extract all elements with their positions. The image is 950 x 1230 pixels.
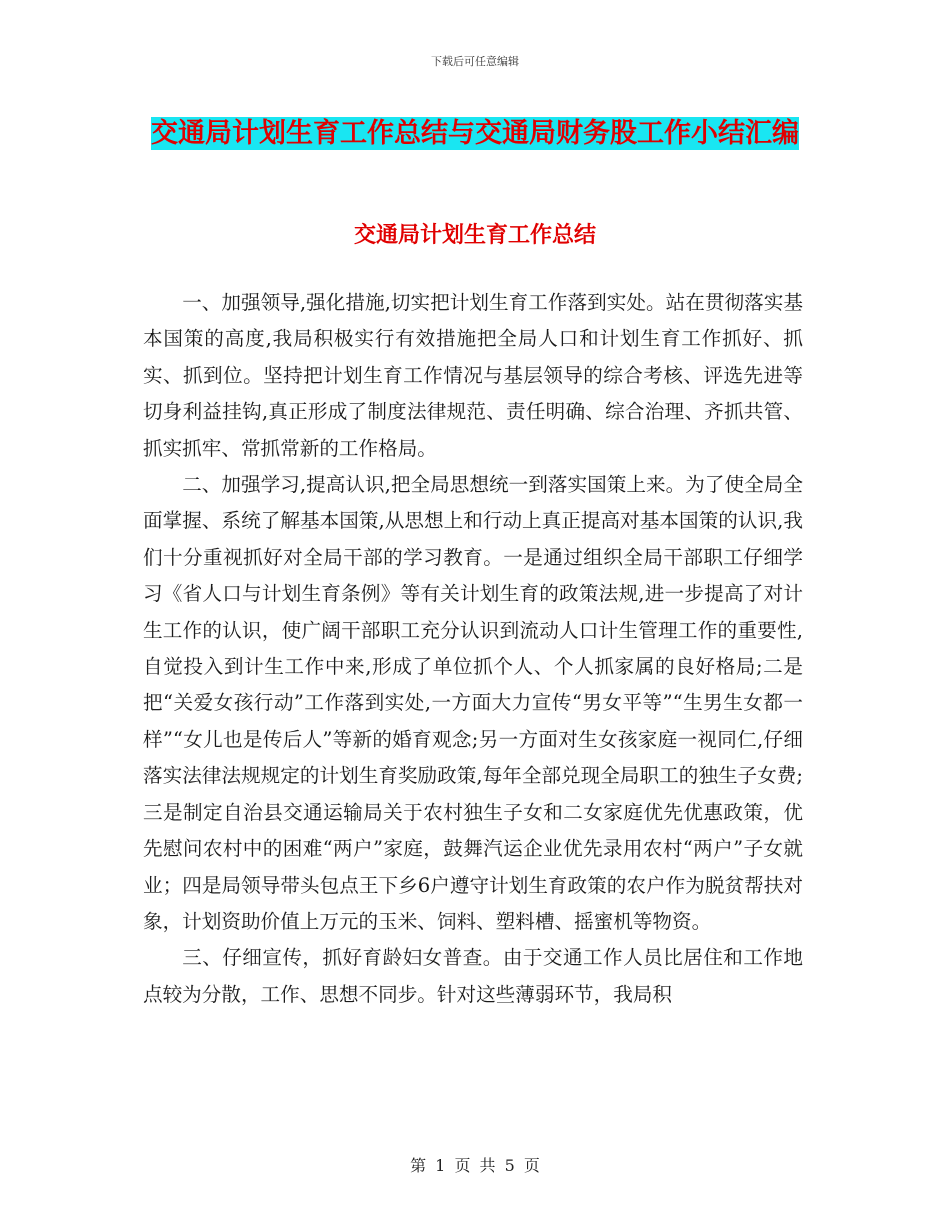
paragraph-3: 三、仔细宣传，抓好育龄妇女普查。由于交通工作人员比居住和工作地点较为分散，工作、思想不同步。针对这些薄弱环节，我局积 (143, 946, 803, 1006)
header-note: 下载后可任意编辑 (431, 55, 519, 68)
paragraph-2: 二、加强学习,提高认识,把全局思想统一到落实国策上来。为了使全局全面掌握、系统了解基本国策,从思想上和行动上真正提高对基本国策的认识,我们十分重视抓好对全局干部的学习教育。一是通过组织全局干部职工仔细学习《省人口与计划生育条例》等有关计划生育的政策法规,进一步提高了对计生工作的认识，使广阔干部职工充分认识到流动人口计生管理工作的重要性,自觉投入到计生工作中来,形成了单位抓个人、个人抓家属的良好格局;二是把“关爱女孩行动”工作落到实处,一方面大力宣传“男女平等”“生男生女都一样”“女儿也是传后人”等新的婚育观念;另一方面对生女孩家庭一视同仁,仔细落实法律法规规定的计划生育奖励政策,每年全部兑现全局职工的独生子女费;三是制定自治县交通运输局关于农村独生子女和二女家庭优先优惠政策，优先慰问农村中的困难“两户”家庭，鼓舞汽运企业优先录用农村“两户”子女就业；四是局领导带头包点王下乡6户遵守计划生育政策的农户作为脱贫帮扶对象，计划资助价值上万元的玉米、饲料、塑料槽、摇蜜机等物资。 (143, 473, 803, 933)
document-title (140, 110, 810, 158)
page-footer: 第 1 页 共 5 页 (410, 1156, 540, 1175)
section-title: 交通局计划生育工作总结 (353, 223, 596, 248)
document-title-text: 交通局计划生育工作总结与交通局财务股工作小结汇编 (151, 118, 799, 149)
document-body (143, 285, 803, 1013)
paragraph-1: 一、加强领导,强化措施,切实把计划生育工作落到实处。站在贯彻落实基本国策的高度,我局积极实行有效措施把全局人口和计划生育工作抓好、抓实、抓到位。坚持把计划生育工作情况与基层领导的综合考核、评选先进等切身利益挂钩,真正形成了制度法律规范、责任明确、综合治理、齐抓共管、抓实抓牢、常抓常新的工作格局。 (143, 291, 803, 460)
